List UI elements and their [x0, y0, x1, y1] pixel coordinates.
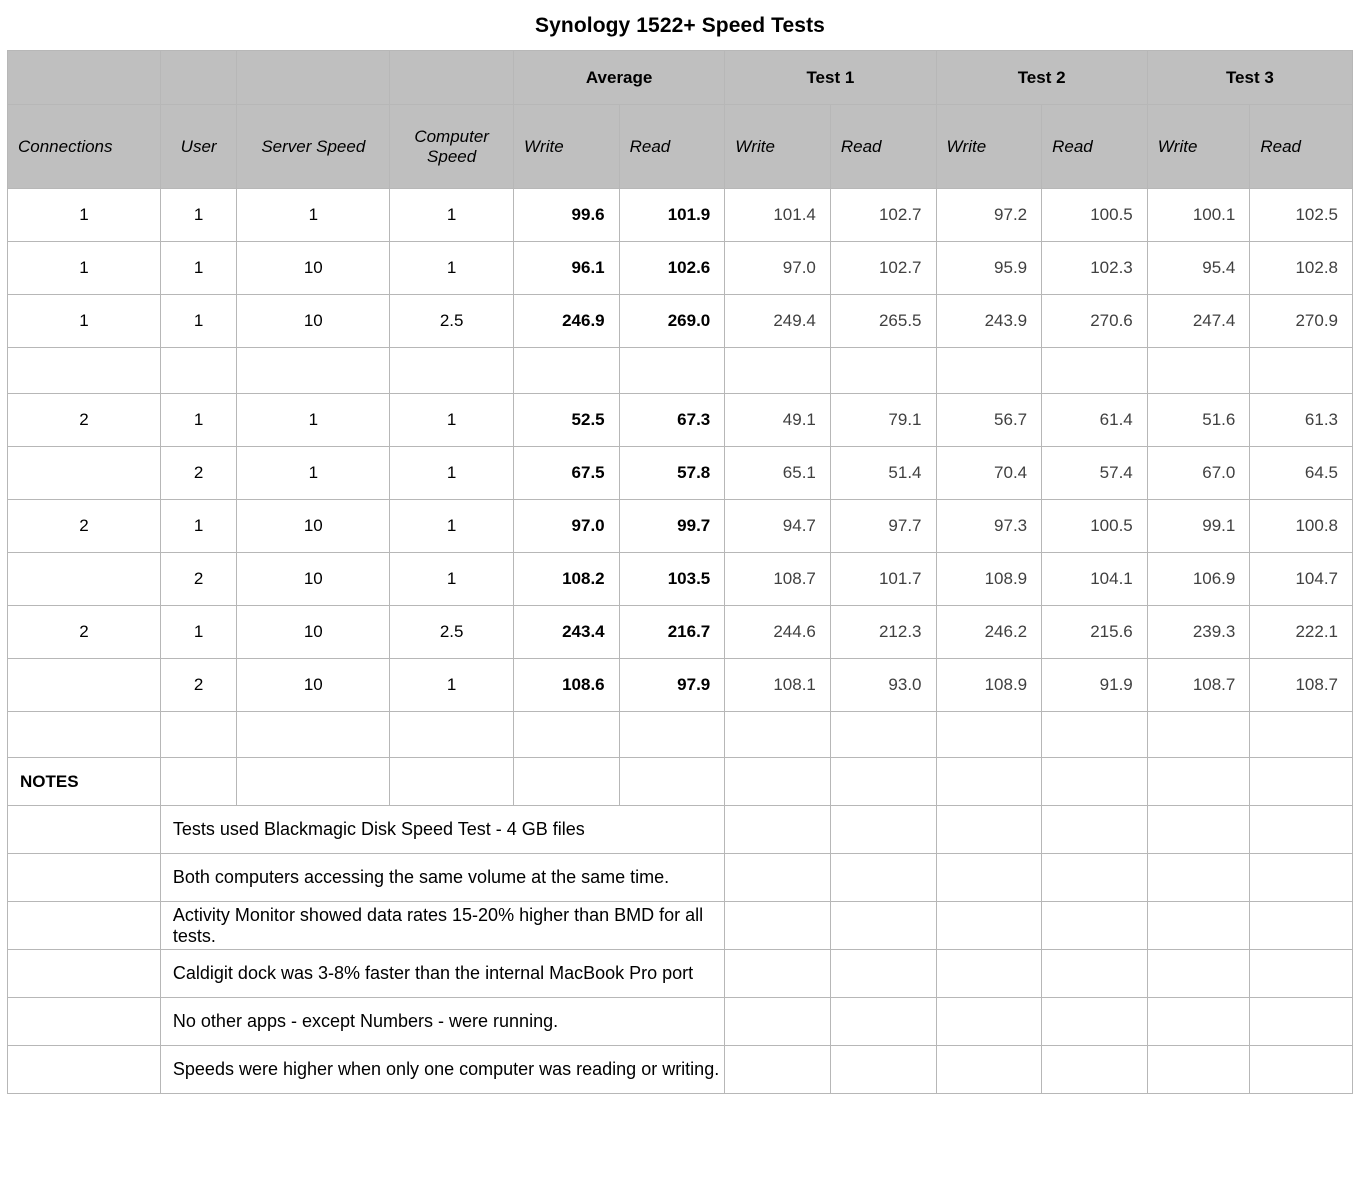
cell-test1-write: 94.7 [725, 500, 831, 553]
column-header-test3-read: Read [1250, 105, 1353, 189]
notes-header-row [8, 758, 1353, 806]
cell-test3-write: 51.6 [1147, 394, 1250, 447]
cell-server-speed: 10 [237, 553, 390, 606]
cell-user: 2 [160, 659, 236, 712]
cell-test1-write [725, 348, 831, 394]
notes-label: NOTES [8, 758, 161, 806]
cell-average-read: 57.8 [619, 447, 725, 500]
cell-connections [8, 447, 161, 500]
cell-test3-write [1147, 712, 1250, 758]
cell-test3-write: 247.4 [1147, 295, 1250, 348]
cell-average-write [514, 348, 620, 394]
cell-computer-speed: 1 [390, 394, 514, 447]
group-header-blank-1 [8, 51, 161, 105]
notes-blank-cell [1147, 758, 1250, 806]
table-row [8, 242, 1353, 295]
cell-user: 1 [160, 189, 236, 242]
column-header-average-write: Write [514, 105, 620, 189]
cell-test3-read: 100.8 [1250, 500, 1353, 553]
cell-test2-write: 56.7 [936, 394, 1042, 447]
cell-test2-read: 104.1 [1042, 553, 1148, 606]
cell-test2-write: 97.3 [936, 500, 1042, 553]
cell-user: 1 [160, 500, 236, 553]
cell-server-speed: 1 [237, 189, 390, 242]
group-header-row [8, 51, 1353, 105]
cell-test1-read: 102.7 [830, 189, 936, 242]
note-blank-cell [725, 998, 831, 1046]
notes-blank-cell [830, 758, 936, 806]
cell-average-read: 103.5 [619, 553, 725, 606]
note-blank-cell [1250, 1046, 1353, 1094]
column-header-computer-speed: Computer Speed [390, 105, 514, 189]
note-blank-cell [725, 854, 831, 902]
cell-server-speed [237, 348, 390, 394]
cell-test1-write: 244.6 [725, 606, 831, 659]
cell-computer-speed [390, 712, 514, 758]
cell-test3-read [1250, 712, 1353, 758]
cell-connections [8, 348, 161, 394]
note-blank-cell [936, 998, 1042, 1046]
cell-server-speed: 1 [237, 394, 390, 447]
cell-test3-read: 102.5 [1250, 189, 1353, 242]
note-blank-cell [830, 950, 936, 998]
note-blank-cell [936, 854, 1042, 902]
note-blank-cell [725, 1046, 831, 1094]
cell-average-write: 97.0 [514, 500, 620, 553]
cell-connections: 1 [8, 189, 161, 242]
note-text: Speeds were higher when only one computer was reading or writing. [160, 1046, 724, 1094]
cell-server-speed: 10 [237, 659, 390, 712]
cell-test3-write: 100.1 [1147, 189, 1250, 242]
note-text: Activity Monitor showed data rates 15-20% higher than BMD for all tests. [160, 902, 724, 950]
cell-test1-read [830, 712, 936, 758]
cell-test1-read: 212.3 [830, 606, 936, 659]
cell-computer-speed: 1 [390, 447, 514, 500]
cell-user: 1 [160, 242, 236, 295]
notes-blank-cell [1250, 758, 1353, 806]
note-blank-cell [830, 1046, 936, 1094]
cell-test3-read: 61.3 [1250, 394, 1353, 447]
group-header-average: Average [514, 51, 725, 105]
cell-test2-read [1042, 348, 1148, 394]
cell-test2-write: 246.2 [936, 606, 1042, 659]
cell-connections: 1 [8, 295, 161, 348]
note-blank-cell [1250, 806, 1353, 854]
table-spacer-row [8, 712, 1353, 758]
note-blank-cell [8, 902, 161, 950]
note-blank-cell [1147, 1046, 1250, 1094]
notes-blank-cell [619, 758, 725, 806]
note-blank-cell [725, 806, 831, 854]
column-header-user: User [160, 105, 236, 189]
cell-test2-write [936, 348, 1042, 394]
cell-server-speed [237, 712, 390, 758]
note-row [8, 998, 1353, 1046]
note-blank-cell [8, 998, 161, 1046]
cell-connections [8, 553, 161, 606]
cell-test3-write: 239.3 [1147, 606, 1250, 659]
cell-test1-write: 101.4 [725, 189, 831, 242]
cell-test2-read: 102.3 [1042, 242, 1148, 295]
page-title: Synology 1522+ Speed Tests [535, 14, 825, 37]
cell-test1-read: 51.4 [830, 447, 936, 500]
note-blank-cell [830, 998, 936, 1046]
note-blank-cell [1042, 950, 1148, 998]
note-blank-cell [1147, 854, 1250, 902]
group-header-test-2: Test 2 [936, 51, 1147, 105]
cell-test3-write [1147, 348, 1250, 394]
cell-average-read: 97.9 [619, 659, 725, 712]
cell-test3-read [1250, 348, 1353, 394]
note-blank-cell [1147, 806, 1250, 854]
cell-test3-read: 270.9 [1250, 295, 1353, 348]
note-blank-cell [1042, 998, 1148, 1046]
column-header-server-speed: Server Speed [237, 105, 390, 189]
cell-test3-read: 108.7 [1250, 659, 1353, 712]
note-row [8, 854, 1353, 902]
note-text: Caldigit dock was 3-8% faster than the internal MacBook Pro port [160, 950, 724, 998]
cell-test3-write: 67.0 [1147, 447, 1250, 500]
cell-average-read [619, 348, 725, 394]
cell-average-read: 67.3 [619, 394, 725, 447]
note-blank-cell [725, 950, 831, 998]
cell-connections: 2 [8, 606, 161, 659]
cell-average-read: 269.0 [619, 295, 725, 348]
cell-server-speed: 10 [237, 295, 390, 348]
cell-test3-write: 106.9 [1147, 553, 1250, 606]
cell-user [160, 712, 236, 758]
cell-test1-read: 79.1 [830, 394, 936, 447]
cell-average-write: 108.6 [514, 659, 620, 712]
group-header-test-1: Test 1 [725, 51, 936, 105]
table-row [8, 553, 1353, 606]
note-blank-cell [725, 902, 831, 950]
cell-computer-speed: 1 [390, 242, 514, 295]
note-blank-cell [1250, 854, 1353, 902]
cell-test2-write: 108.9 [936, 553, 1042, 606]
note-blank-cell [8, 950, 161, 998]
cell-computer-speed: 1 [390, 659, 514, 712]
note-blank-cell [936, 902, 1042, 950]
cell-test2-write: 95.9 [936, 242, 1042, 295]
note-blank-cell [1147, 950, 1250, 998]
note-blank-cell [1250, 998, 1353, 1046]
note-blank-cell [1042, 806, 1148, 854]
cell-average-read: 101.9 [619, 189, 725, 242]
cell-average-read [619, 712, 725, 758]
column-header-test1-read: Read [830, 105, 936, 189]
cell-test1-write: 108.1 [725, 659, 831, 712]
cell-connections: 1 [8, 242, 161, 295]
cell-user: 2 [160, 447, 236, 500]
cell-average-read: 102.6 [619, 242, 725, 295]
cell-computer-speed: 2.5 [390, 606, 514, 659]
cell-user: 1 [160, 295, 236, 348]
cell-test2-read: 270.6 [1042, 295, 1148, 348]
note-blank-cell [1042, 902, 1148, 950]
note-row [8, 950, 1353, 998]
note-text: No other apps - except Numbers - were running. [160, 998, 724, 1046]
cell-average-write: 99.6 [514, 189, 620, 242]
table-row [8, 447, 1353, 500]
group-header-blank-2 [160, 51, 236, 105]
group-header-blank-4 [390, 51, 514, 105]
note-blank-cell [1250, 950, 1353, 998]
table-row [8, 189, 1353, 242]
column-header-test2-read: Read [1042, 105, 1148, 189]
cell-test1-write: 49.1 [725, 394, 831, 447]
cell-test2-write: 243.9 [936, 295, 1042, 348]
table-spacer-row [8, 348, 1353, 394]
note-row [8, 806, 1353, 854]
cell-test1-read: 101.7 [830, 553, 936, 606]
column-header-connections: Connections [8, 105, 161, 189]
cell-test1-read: 97.7 [830, 500, 936, 553]
column-header-test2-write: Write [936, 105, 1042, 189]
note-row [8, 1046, 1353, 1094]
note-blank-cell [830, 902, 936, 950]
cell-average-read: 99.7 [619, 500, 725, 553]
cell-test1-write: 65.1 [725, 447, 831, 500]
cell-test2-write: 70.4 [936, 447, 1042, 500]
table-row [8, 659, 1353, 712]
cell-test2-read: 100.5 [1042, 189, 1148, 242]
cell-test1-read: 265.5 [830, 295, 936, 348]
cell-average-read: 216.7 [619, 606, 725, 659]
cell-computer-speed: 2.5 [390, 295, 514, 348]
table-row [8, 606, 1353, 659]
note-blank-cell [1147, 902, 1250, 950]
cell-computer-speed: 1 [390, 553, 514, 606]
column-header-test1-write: Write [725, 105, 831, 189]
cell-connections [8, 659, 161, 712]
cell-test3-read: 102.8 [1250, 242, 1353, 295]
note-blank-cell [1250, 902, 1353, 950]
cell-test1-write: 249.4 [725, 295, 831, 348]
note-text: Both computers accessing the same volume at the same time. [160, 854, 724, 902]
group-header-test-3: Test 3 [1147, 51, 1352, 105]
notes-blank-cell [936, 758, 1042, 806]
note-blank-cell [1042, 1046, 1148, 1094]
cell-test1-read: 102.7 [830, 242, 936, 295]
table-row [8, 295, 1353, 348]
cell-test3-read: 64.5 [1250, 447, 1353, 500]
cell-test3-write: 99.1 [1147, 500, 1250, 553]
cell-average-write: 67.5 [514, 447, 620, 500]
note-blank-cell [1147, 998, 1250, 1046]
note-blank-cell [830, 854, 936, 902]
cell-test2-write [936, 712, 1042, 758]
group-header-blank-3 [237, 51, 390, 105]
note-blank-cell [936, 950, 1042, 998]
speed-test-table [7, 50, 1353, 1094]
cell-test1-write: 108.7 [725, 553, 831, 606]
notes-blank-cell [514, 758, 620, 806]
note-row [8, 902, 1353, 950]
notes-blank-cell [390, 758, 514, 806]
cell-test2-read [1042, 712, 1148, 758]
cell-user [160, 348, 236, 394]
notes-blank-cell [237, 758, 390, 806]
note-blank-cell [936, 806, 1042, 854]
table-row [8, 394, 1353, 447]
cell-average-write: 246.9 [514, 295, 620, 348]
cell-server-speed: 10 [237, 606, 390, 659]
cell-server-speed: 10 [237, 242, 390, 295]
cell-server-speed: 1 [237, 447, 390, 500]
cell-connections: 2 [8, 500, 161, 553]
cell-test2-read: 215.6 [1042, 606, 1148, 659]
cell-test1-read: 93.0 [830, 659, 936, 712]
note-blank-cell [8, 854, 161, 902]
cell-test1-write: 97.0 [725, 242, 831, 295]
notes-blank-cell [1042, 758, 1148, 806]
cell-computer-speed: 1 [390, 189, 514, 242]
cell-connections: 2 [8, 394, 161, 447]
cell-user: 2 [160, 553, 236, 606]
sub-header-row [8, 105, 1353, 189]
note-blank-cell [936, 1046, 1042, 1094]
column-header-average-read: Read [619, 105, 725, 189]
cell-average-write: 108.2 [514, 553, 620, 606]
note-blank-cell [1042, 854, 1148, 902]
cell-test1-write [725, 712, 831, 758]
note-blank-cell [830, 806, 936, 854]
cell-connections [8, 712, 161, 758]
cell-test2-read: 61.4 [1042, 394, 1148, 447]
cell-computer-speed: 1 [390, 500, 514, 553]
cell-test3-write: 95.4 [1147, 242, 1250, 295]
note-blank-cell [8, 806, 161, 854]
cell-average-write: 52.5 [514, 394, 620, 447]
cell-test3-write: 108.7 [1147, 659, 1250, 712]
notes-blank-cell [725, 758, 831, 806]
cell-test3-read: 104.7 [1250, 553, 1353, 606]
cell-test2-write: 97.2 [936, 189, 1042, 242]
cell-average-write: 96.1 [514, 242, 620, 295]
cell-average-write [514, 712, 620, 758]
cell-computer-speed [390, 348, 514, 394]
cell-average-write: 243.4 [514, 606, 620, 659]
table-row [8, 500, 1353, 553]
cell-test2-write: 108.9 [936, 659, 1042, 712]
cell-test2-read: 91.9 [1042, 659, 1148, 712]
note-text: Tests used Blackmagic Disk Speed Test - 4 GB files [160, 806, 724, 854]
cell-test2-read: 100.5 [1042, 500, 1148, 553]
cell-test2-read: 57.4 [1042, 447, 1148, 500]
cell-test3-read: 222.1 [1250, 606, 1353, 659]
notes-blank-cell [160, 758, 236, 806]
cell-server-speed: 10 [237, 500, 390, 553]
cell-user: 1 [160, 394, 236, 447]
cell-test1-read [830, 348, 936, 394]
column-header-test3-write: Write [1147, 105, 1250, 189]
cell-user: 1 [160, 606, 236, 659]
note-blank-cell [8, 1046, 161, 1094]
